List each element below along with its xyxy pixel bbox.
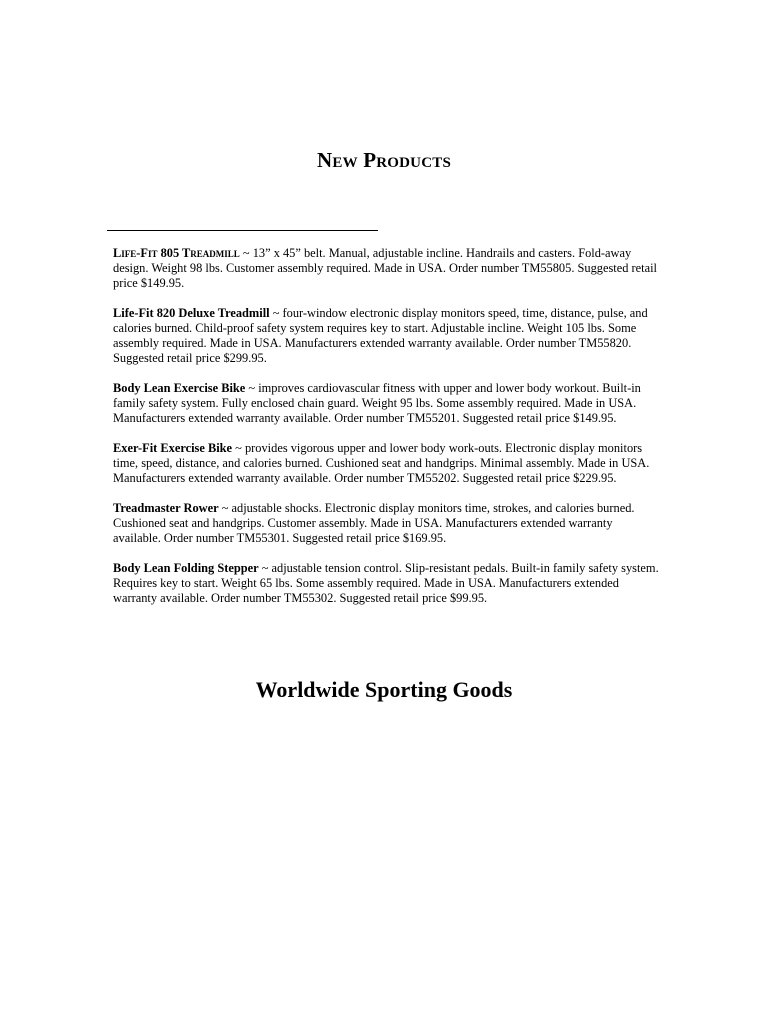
product-separator: ~ (258, 561, 272, 575)
product-description: improves cardiovascular fitness with upper and lower body workout. Built-in family safety system. Fully enclosed chain guard. Weight 95 lbs. Some assembly required. Made in USA. Manufacturers extended warranty available. Order number TM55201. Suggested retail price $149.95. (113, 381, 641, 425)
product-separator: ~ (269, 306, 283, 320)
product-name: Treadmaster Rower (113, 501, 219, 515)
product-separator: ~ (232, 441, 245, 455)
company-name: Worldwide Sporting Goods (255, 677, 513, 702)
product-description: adjustable shocks. Electronic display monitors time, strokes, and calories burned. Cushioned seat and handgrips. Customer assembly. Made in USA. Manufacturers extended warranty available. Order number TM55301. Suggested retail price $169.95. (113, 501, 635, 545)
product-entry-exer-fit-exercise-bike (113, 441, 661, 486)
product-entry-life-fit-805-treadmill (113, 246, 661, 291)
horizontal-rule (107, 230, 378, 231)
product-entry-life-fit-820-deluxe-treadmill (113, 306, 661, 366)
page-title: New Products (317, 148, 451, 172)
product-name: Life-Fit 805 Treadmill (113, 246, 240, 260)
product-name: Exer-Fit Exercise Bike (113, 441, 233, 455)
product-entry-body-lean-exercise-bike (113, 381, 661, 426)
product-name: Body Lean Exercise Bike (113, 381, 246, 395)
product-list (113, 246, 661, 621)
product-description: 13” x 45” belt. Manual, adjustable incline. Handrails and casters. Fold-away design. Weight 98 lbs. Customer assembly required. Made in USA. Order number TM55805. Suggested retail price $149.95. (113, 246, 657, 290)
product-description: four-window electronic display monitors speed, time, distance, pulse, and calories burned. Child-proof safety system requires key to start. Adjustable incline. Weight 105 lbs. Some assembly required. Made in USA. Manufacturers extended warranty available. Order number TM55820. Suggested retail price $299.95. (113, 306, 648, 365)
product-separator: ~ (218, 501, 232, 515)
product-entry-body-lean-folding-stepper (113, 561, 661, 606)
product-description: provides vigorous upper and lower body work-outs. Electronic display monitors time, speed, distance, and calories burned. Cushioned seat and handgrips. Minimal assembly. Made in USA. Manufacturers extended warranty available. Order number TM55202. Suggested retail price $229.95. (113, 441, 650, 485)
product-separator: ~ (245, 381, 259, 395)
product-name: Life-Fit 820 Deluxe Treadmill (113, 306, 270, 320)
product-entry-treadmaster-rower (113, 501, 661, 546)
product-separator: ~ (239, 246, 253, 260)
product-description: adjustable tension control. Slip-resistant pedals. Built-in family safety system. Requires key to start. Weight 65 lbs. Some assembly required. Made in USA. Manufacturers extended warranty available. Order number TM55302. Suggested retail price $99.95. (113, 561, 659, 605)
product-name: Body Lean Folding Stepper (113, 561, 259, 575)
